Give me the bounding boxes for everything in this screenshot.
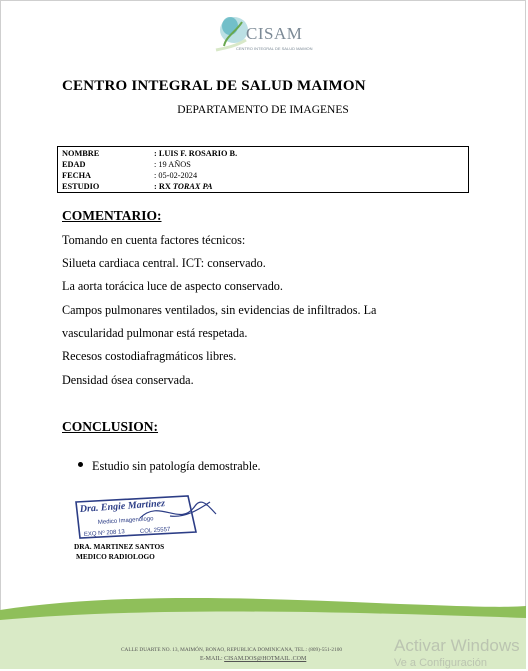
name-label: NOMBRE <box>62 149 100 158</box>
footer-email-line <box>200 656 306 662</box>
comentario-line: Recesos costodiafragmáticos libres. <box>62 349 237 363</box>
comentario-line: vascularidad pulmonar está respetada. <box>62 326 248 340</box>
study-name: TORAX PA <box>172 181 213 191</box>
age-label: EDAD <box>62 159 86 169</box>
cisam-logo <box>206 10 330 56</box>
signature-stamp-graphic <box>70 488 220 544</box>
comentario-line: Silueta cardiaca central. ICT: conservado. <box>62 256 266 270</box>
name-value: : LUIS F. ROSARIO B. <box>154 149 238 158</box>
patient-info-box <box>57 146 469 193</box>
conclusion-item: Estudio sin patología demostrable. <box>92 459 261 473</box>
windows-activation-subtext: Ve a Configuración <box>394 657 487 669</box>
study-label: ESTUDIO <box>62 181 100 191</box>
comentario-line: Campos pulmonares ventilados, sin evidencias de infiltrados. La <box>62 303 377 317</box>
comentario-line: La aorta torácica luce de aspecto conservado. <box>62 279 283 293</box>
stamp-doctor-name: Dra. Engie Martinez <box>79 498 166 515</box>
doctor-title: MEDICO RADIOLOGO <box>76 552 155 561</box>
stamp-college-number: COL 25557 <box>139 526 171 535</box>
date-value: : 05-02-2024 <box>154 170 198 180</box>
comentario-heading: COMENTARIO: <box>62 208 162 223</box>
study-prefix: : RX <box>154 181 173 191</box>
department-name: DEPARTAMENTO DE IMAGENES <box>177 104 349 116</box>
comentario-line: Densidad ósea conservada. <box>62 373 194 387</box>
organization-title: CENTRO INTEGRAL DE SALUD MAIMON <box>62 78 366 94</box>
logo-wordmark: CISAM <box>246 24 303 43</box>
doctor-name: DRA. MARTINEZ SANTOS <box>74 542 165 551</box>
study-value <box>154 182 212 191</box>
conclusion-heading: CONCLUSION: <box>62 419 159 434</box>
footer-address: CALLE DUARTE NO. 13, MAIMÓN, BONAO, REPUBLICA DOMINICANA, TEL.: (809)-551-2100 <box>121 647 343 653</box>
doctor-stamp <box>70 488 220 544</box>
windows-activation-watermark: Activar Windows <box>394 636 520 655</box>
comentario-line: Tomando en cuenta factores técnicos: <box>62 233 246 247</box>
age-value: : 19 AÑOS <box>154 159 191 169</box>
stamp-role: Medico Imagenologo <box>97 516 154 526</box>
stamp-exequatur: EXQ Nº 208 13 <box>83 529 125 538</box>
footer-email-label: E-MAIL: <box>200 656 225 662</box>
logo-tagline: CENTRO INTEGRAL DE SALUD MAIMON <box>236 46 313 51</box>
bullet-icon <box>78 462 83 467</box>
footer-email-link[interactable]: CISAM.DOS@HOTMAIL .COM <box>224 656 307 662</box>
date-label: FECHA <box>62 170 92 180</box>
